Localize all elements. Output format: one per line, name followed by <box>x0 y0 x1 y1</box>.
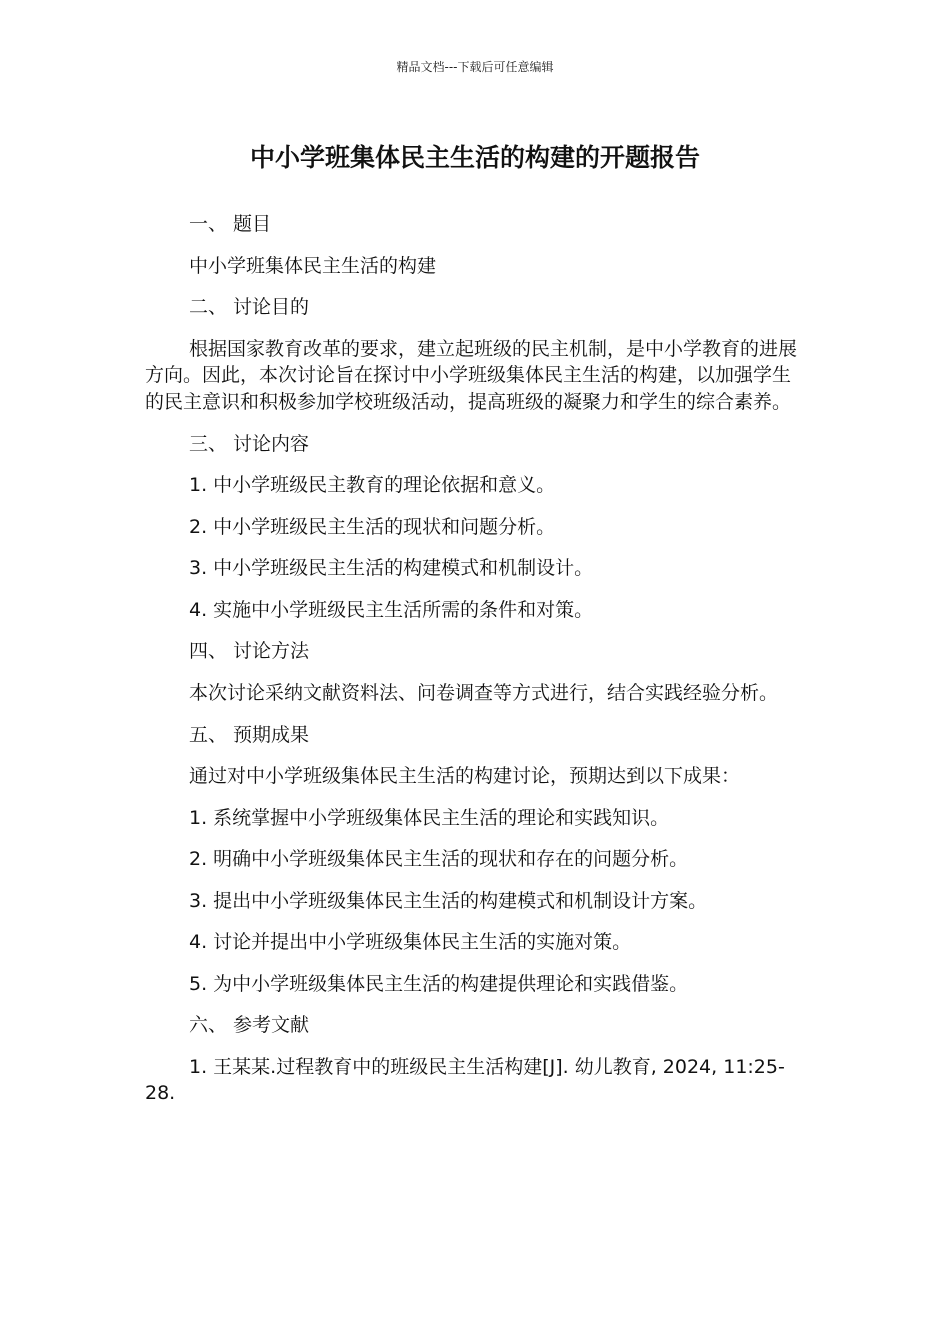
content-item-2: 2. 中小学班级民主生活的现状和问题分析。 <box>189 515 556 538</box>
outcome-item-1: 1. 系统掌握中小学班级集体民主生活的理论和实践知识。 <box>189 806 670 829</box>
content-item-3: 3. 中小学班级民主生活的构建模式和机制设计。 <box>189 557 594 579</box>
page-header: 精品文档---下载后可任意编辑 <box>396 60 554 74</box>
outcome-item-3: 3. 提出中小学班级集体民主生活的构建模式和机制设计方案。 <box>189 889 708 912</box>
document-title: 中小学班集体民主生活的构建的开题报告 <box>249 143 700 172</box>
section-heading-content: 三、 讨论内容 <box>189 432 310 455</box>
outcome-item-5: 5. 为中小学班级集体民主生活的构建提供理论和实践借鉴。 <box>189 972 689 995</box>
section-heading-method: 四、 讨论方法 <box>189 640 310 662</box>
method-paragraph: 本次讨论采纳文献资料法、问卷调查等方式进行，结合实践经验分析。 <box>189 681 779 704</box>
document-body <box>145 211 800 1122</box>
outcome-item-4: 4. 讨论并提出中小学班级集体民主生活的实施对策。 <box>189 931 632 953</box>
section-heading-outcomes: 五、 预期成果 <box>189 723 310 746</box>
section-heading-purpose: 二、 讨论目的 <box>189 296 310 318</box>
content-item-1: 1. 中小学班级民主教育的理论依据和意义。 <box>189 474 556 496</box>
outcomes-intro: 通过对中小学班级集体民主生活的构建讨论，预期达到以下成果： <box>189 765 741 787</box>
section-heading-references: 六、 参考文献 <box>189 1014 310 1036</box>
outcome-item-2: 2. 明确中小学班级集体民主生活的现状和存在的问题分析。 <box>189 848 689 870</box>
section-heading-topic: 一、 题目 <box>189 213 272 235</box>
topic-text: 中小学班集体民主生活的构建 <box>189 254 437 277</box>
reference-item-1: 1. 王某某.过程教育中的班级民主生活构建[J]. 幼儿教育, 2024, 11:25-28. <box>145 1055 785 1104</box>
purpose-paragraph: 根据国家教育改革的要求，建立起班级的民主机制，是中小学教育的进展方向。因此，本次讨论旨在探讨中小学班级集体民主生活的构建，以加强学生的民主意识和积极参加学校班级活动，提高班级的凝聚力和学生的综合素养。 <box>145 337 798 413</box>
content-item-4: 4. 实施中小学班级民主生活所需的条件和对策。 <box>189 598 594 621</box>
